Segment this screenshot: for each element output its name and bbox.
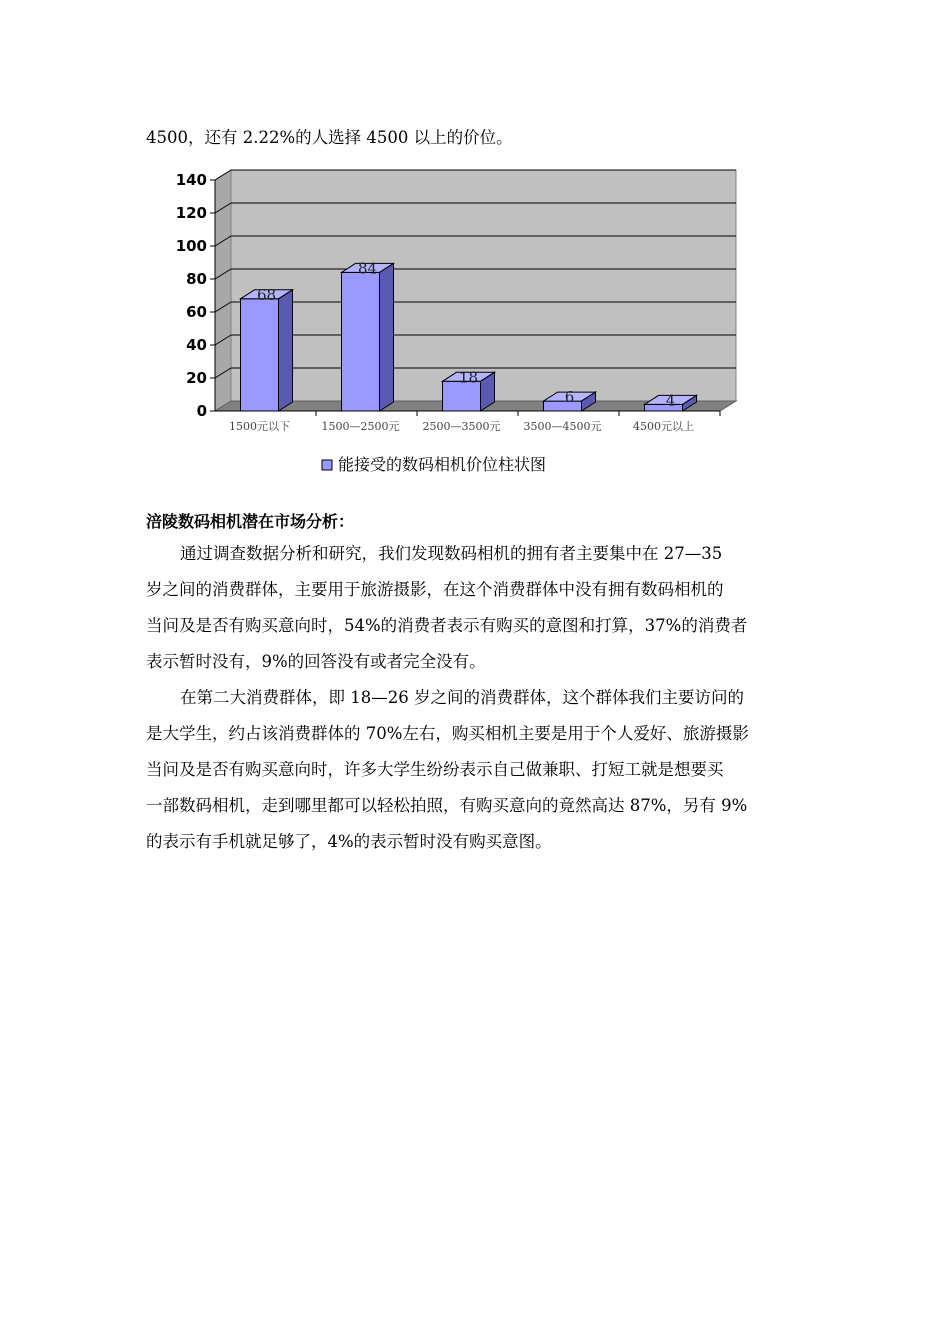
bar-data-label: 84 [357, 259, 378, 278]
bar-side [380, 263, 394, 411]
chart-back-wall [231, 170, 736, 401]
legend-swatch [322, 460, 332, 470]
legend-label: 能接受的数码相机价位柱状图 [338, 455, 547, 474]
chart-side-wall [215, 170, 231, 411]
y-tick-label: 20 [186, 369, 207, 387]
y-tick-label: 120 [175, 204, 207, 222]
bar-side [279, 290, 293, 411]
y-tick-label: 80 [186, 270, 207, 288]
y-tick-label: 140 [175, 171, 207, 189]
x-category-label: 3500—4500元 [523, 420, 602, 433]
x-category-label: 1500元以下 [229, 420, 290, 433]
bar [645, 404, 683, 411]
bar-data-label: 4 [665, 391, 676, 410]
paragraph1-line: 岁之间的消费群体，主要用于旅游摄影，在这个消费群体中没有拥有数码相机的 [146, 580, 724, 599]
x-category-label: 4500元以上 [633, 420, 694, 433]
bar-data-label: 6 [564, 388, 575, 407]
y-tick-label: 60 [186, 303, 207, 321]
intro-line: 4500，还有 2.22%的人选择 4500 以上的价位。 [146, 128, 513, 147]
paragraph2-line: 的表示有手机就足够了，4%的表示暂时没有购买意图。 [146, 832, 552, 851]
paragraph2-line: 在第二大消费群体，即 18—26 岁之间的消费群体，这个群体我们主要访问的 [180, 688, 744, 707]
y-tick-label: 40 [186, 336, 207, 354]
bar [342, 272, 380, 411]
bar-data-label: 68 [256, 285, 277, 304]
bar [544, 401, 582, 411]
x-category-label: 1500—2500元 [321, 420, 400, 433]
paragraph2-line: 是大学生，约占该消费群体的 70%左右，购买相机主要是用于个人爱好、旅游摄影 [146, 724, 749, 743]
paragraph1-line: 表示暂时没有，9%的回答没有或者完全没有。 [146, 652, 486, 671]
bar-data-label: 18 [458, 368, 479, 387]
bar [241, 299, 279, 411]
paragraph1-line: 通过调查数据分析和研究，我们发现数码相机的拥有者主要集中在 27—35 [180, 544, 723, 563]
paragraph2-line: 当问及是否有购买意向时，许多大学生纷纷表示自己做兼职、打短工就是想要买 [146, 760, 724, 779]
y-tick-label: 0 [196, 402, 207, 420]
paragraph2-line: 一部数码相机，走到哪里都可以轻松拍照，有购买意向的竟然高达 87%，另有 9% [146, 796, 748, 815]
section-heading: 涪陵数码相机潜在市场分析： [146, 512, 355, 531]
x-category-label: 2500—3500元 [422, 420, 501, 433]
paragraph1-line: 当问及是否有购买意向时，54%的消费者表示有购买的意图和打算，37%的消费者 [146, 616, 748, 635]
y-tick-label: 100 [175, 237, 207, 255]
price-bar-chart [170, 164, 770, 484]
